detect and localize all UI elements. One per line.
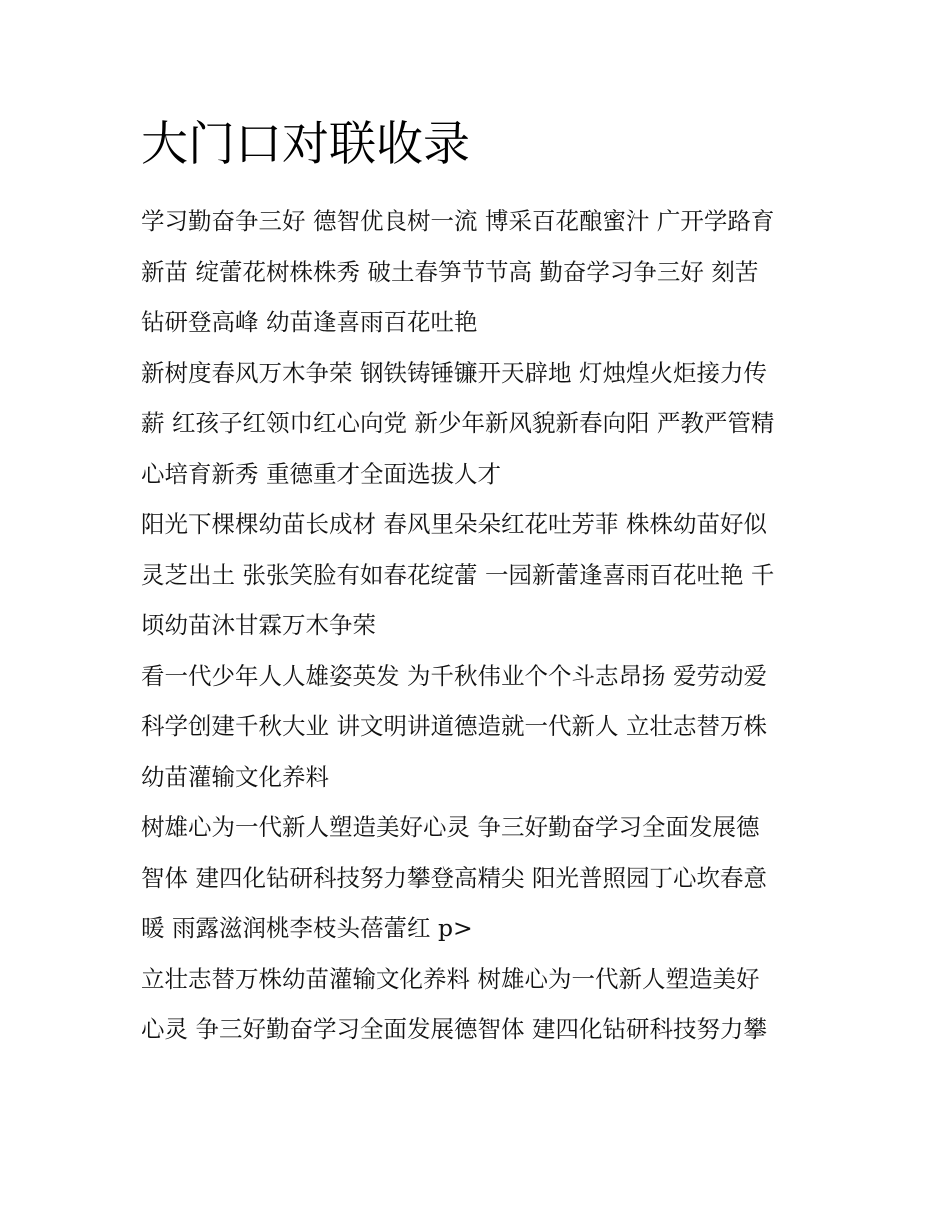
text-line: 暖 雨露滋润桃李枝头蓓蕾红 p>: [141, 914, 473, 942]
text-line: 树雄心为一代新人塑造美好心灵 争三好勤奋学习全面发展德: [141, 813, 760, 841]
text-line: 灵芝出土 张张笑脸有如春花绽蕾 一园新蕾逢喜雨百花吐艳 千: [141, 560, 775, 589]
text-line: 阳光下棵棵幼苗长成材 春风里朵朵红花吐芳菲 株株幼苗好似: [141, 510, 767, 538]
text-line: 新苗 绽蕾花树株株秀 破土春笋节节高 勤奋学习争三好 刻苦: [141, 257, 759, 286]
text-line: 心培育新秀 重德重才全面选拔人才: [141, 459, 501, 488]
text-line: 立壮志替万株幼苗灌输文化养料 树雄心为一代新人塑造美好: [141, 964, 760, 993]
couplet-text-body: [141, 196, 811, 1055]
text-line: 智体 建四化钻研科技努力攀登高精尖 阳光普照园丁心坎春意: [141, 863, 767, 892]
text-line: 薪 红孩子红领巾红心向党 新少年新风貌新春向阳 严教严管精: [141, 409, 775, 437]
text-line: 钻研登高峰 幼苗逢喜雨百花吐艳: [141, 308, 478, 336]
text-line: 顷幼苗沐甘霖万木争荣: [141, 611, 376, 639]
text-line: 新树度春风万木争荣 钢铁铸锤镰开天辟地 灯烛煌火炬接力传: [141, 358, 767, 387]
text-line: 科学创建千秋大业 讲文明讲道德造就一代新人 立壮志替万株: [141, 712, 767, 740]
text-line: 幼苗灌输文化养料: [141, 762, 329, 791]
text-line: 心灵 争三好勤奋学习全面发展德智体 建四化钻研科技努力攀: [141, 1015, 767, 1043]
text-line: 学习勤奋争三好 德智优良树一流 博采百花酿蜜汁 广开学路育: [141, 207, 775, 235]
text-line: 看一代少年人人雄姿英发 为千秋伟业个个斗志昂扬 爱劳动爱: [141, 661, 767, 690]
page-title: 大门口对联收录: [141, 117, 470, 172]
